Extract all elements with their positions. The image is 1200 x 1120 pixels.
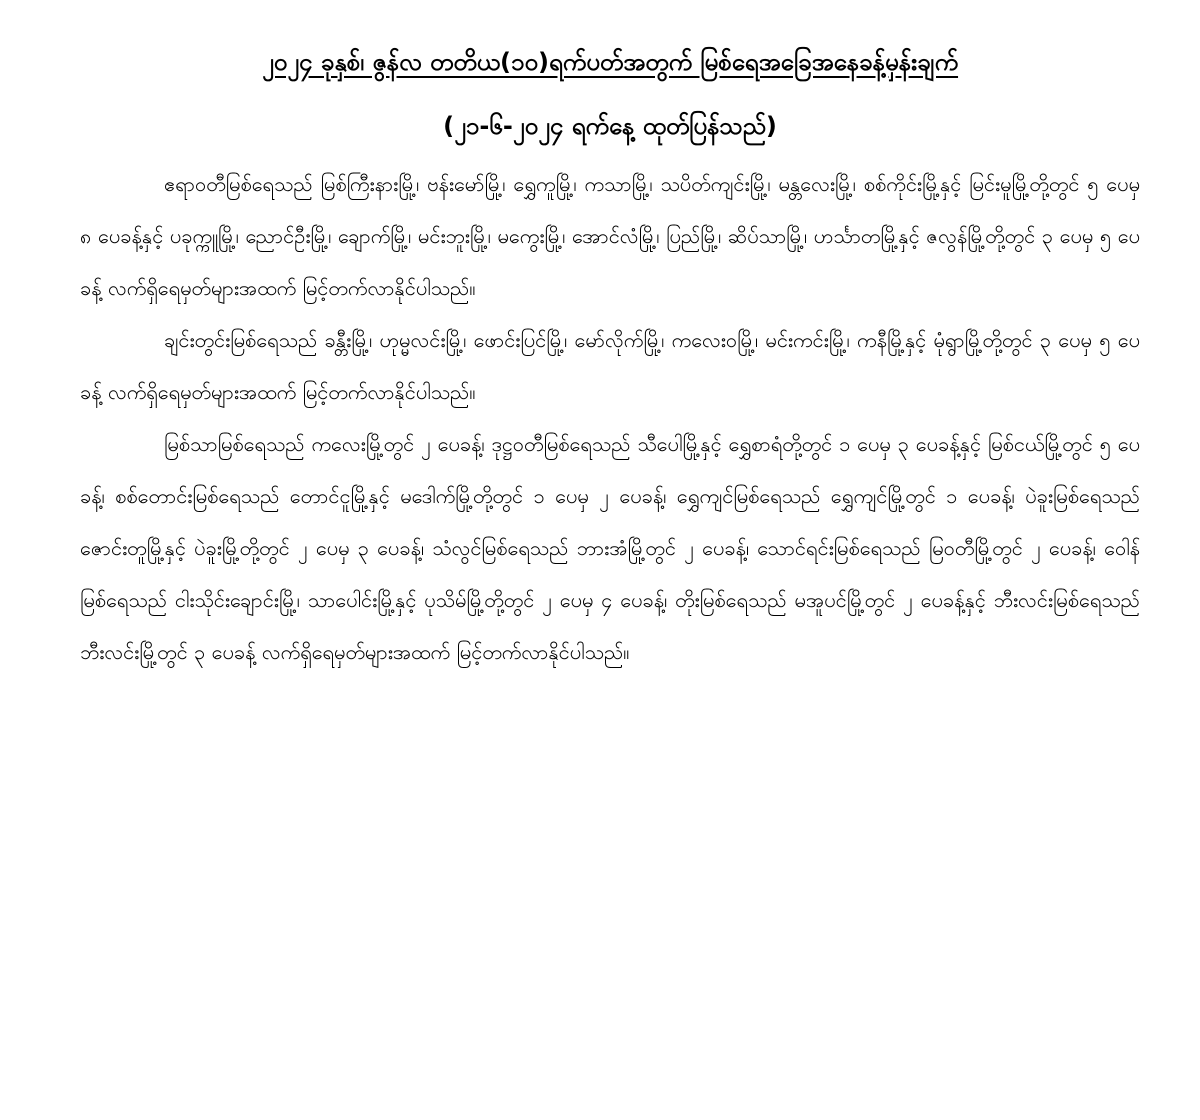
paragraph-other-rivers: မြစ်သာမြစ်ရေသည် ကလေးမြို့တွင် ၂ ပေခန့်၊ ဒုဋ္ဌဝတီမြစ်ရေသည် သီပေါမြို့နှင့် ရွှေစာရံတို့တွင် ၁ ပေမှ ၃ ပေခန့်နှင့် မြစ်ငယ်မြို့တွင် ၅ ပေခန့်၊ စစ်တောင်းမြစ်ရေသည် တောင်ငူမြို့နှင့် မဒေါက်မြို့တို့တွင် ၁ ပေမှ ၂ ပေခန့်၊ ရွှေကျင်မြစ်ရေသည် ရွှေကျင်မြို့တွင် ၁ ပေခန့်၊ ပဲခူးမြစ်ရေသည် ဇောင်းတူမြို့နှင့် ပဲခူးမြို့တို့တွင် ၂ ပေမှ ၃ ပေခန့်၊ သံလွင်မြစ်ရေသည် ဘားအံမြို့တွင် ၂ ပေခန့်၊ သောင်ရင်းမြစ်ရေသည် မြဝတီမြို့တွင် ၂ ပေခန့်၊ ဝေါန်မြစ်ရေသည် ငါးသိုင်းချောင်းမြို့၊ သာပေါင်းမြို့နှင့် ပုသိမ်မြို့တို့တွင် ၂ ပေမှ ၄ ပေခန့်၊ တိုးမြစ်ရေသည် မအူပင်မြို့တွင် ၂ ပေခန့်နှင့် ဘီးလင်းမြစ်ရေသည် ဘီးလင်းမြို့တွင် ၃ ပေခန့် လက်ရှိရေမှတ်များအထက် မြင့်တက်လာနိုင်ပါသည်။ <box>80 432 1140 664</box>
paragraph-chindwin: ချင်းတွင်းမြစ်ရေသည် ခန္တီးမြို့၊ ဟုမ္မလင်းမြို့၊ ဖောင်းပြင်မြို့၊ မော်လိုက်မြို့၊ ကလေးဝမြို့၊ မင်းကင်းမြို့၊ ကနီမြို့နှင့် မုံရွာမြို့တို့တွင် ၃ ပေမှ ၅ ပေခန့် လက်ရှိရေမှတ်များအထက် မြင့်တက်လာနိုင်ပါသည်။ <box>80 328 1140 404</box>
forecast-document <box>80 40 1140 678</box>
release-date-subtitle: (၂၁-၆-၂၀၂၄ ရက်နေ့ ထုတ်ပြန်သည်) <box>443 112 777 140</box>
paragraph-ayeyarwady: ဧရာဝတီမြစ်ရေသည် မြစ်ကြီးနားမြို့၊ ဗန်းမော်မြို့၊ ရွှေကူမြို့၊ ကသာမြို့၊ သပိတ်ကျင်းမြို့၊ မန္တလေးမြို့၊ စစ်ကိုင်းမြို့နှင့် မြင်းမူမြို့တို့တွင် ၅ ပေမှ ၈ ပေခန့်နှင့် ပခုက္ကူမြို့၊ ညောင်ဦးမြို့၊ ချောက်မြို့၊ မင်းဘူးမြို့၊ မကွေးမြို့၊ အောင်လံမြို့၊ ပြည်မြို့၊ ဆိပ်သာမြို့၊ ဟင်္သာတမြို့နှင့် ဇလွန်မြို့တို့တွင် ၃ ပေမှ ၅ ပေခန့် လက်ရှိရေမှတ်များအထက် မြင့်တက်လာနိုင်ပါသည်။ <box>80 172 1140 300</box>
document-title: ၂၀၂၄ ခုနှစ်၊ ဇွန်လ တတိယ(၁၀)ရက်ပတ်အတွက် မြစ်ရေအခြေအနေခန့်မှန်းချက် <box>261 48 959 76</box>
